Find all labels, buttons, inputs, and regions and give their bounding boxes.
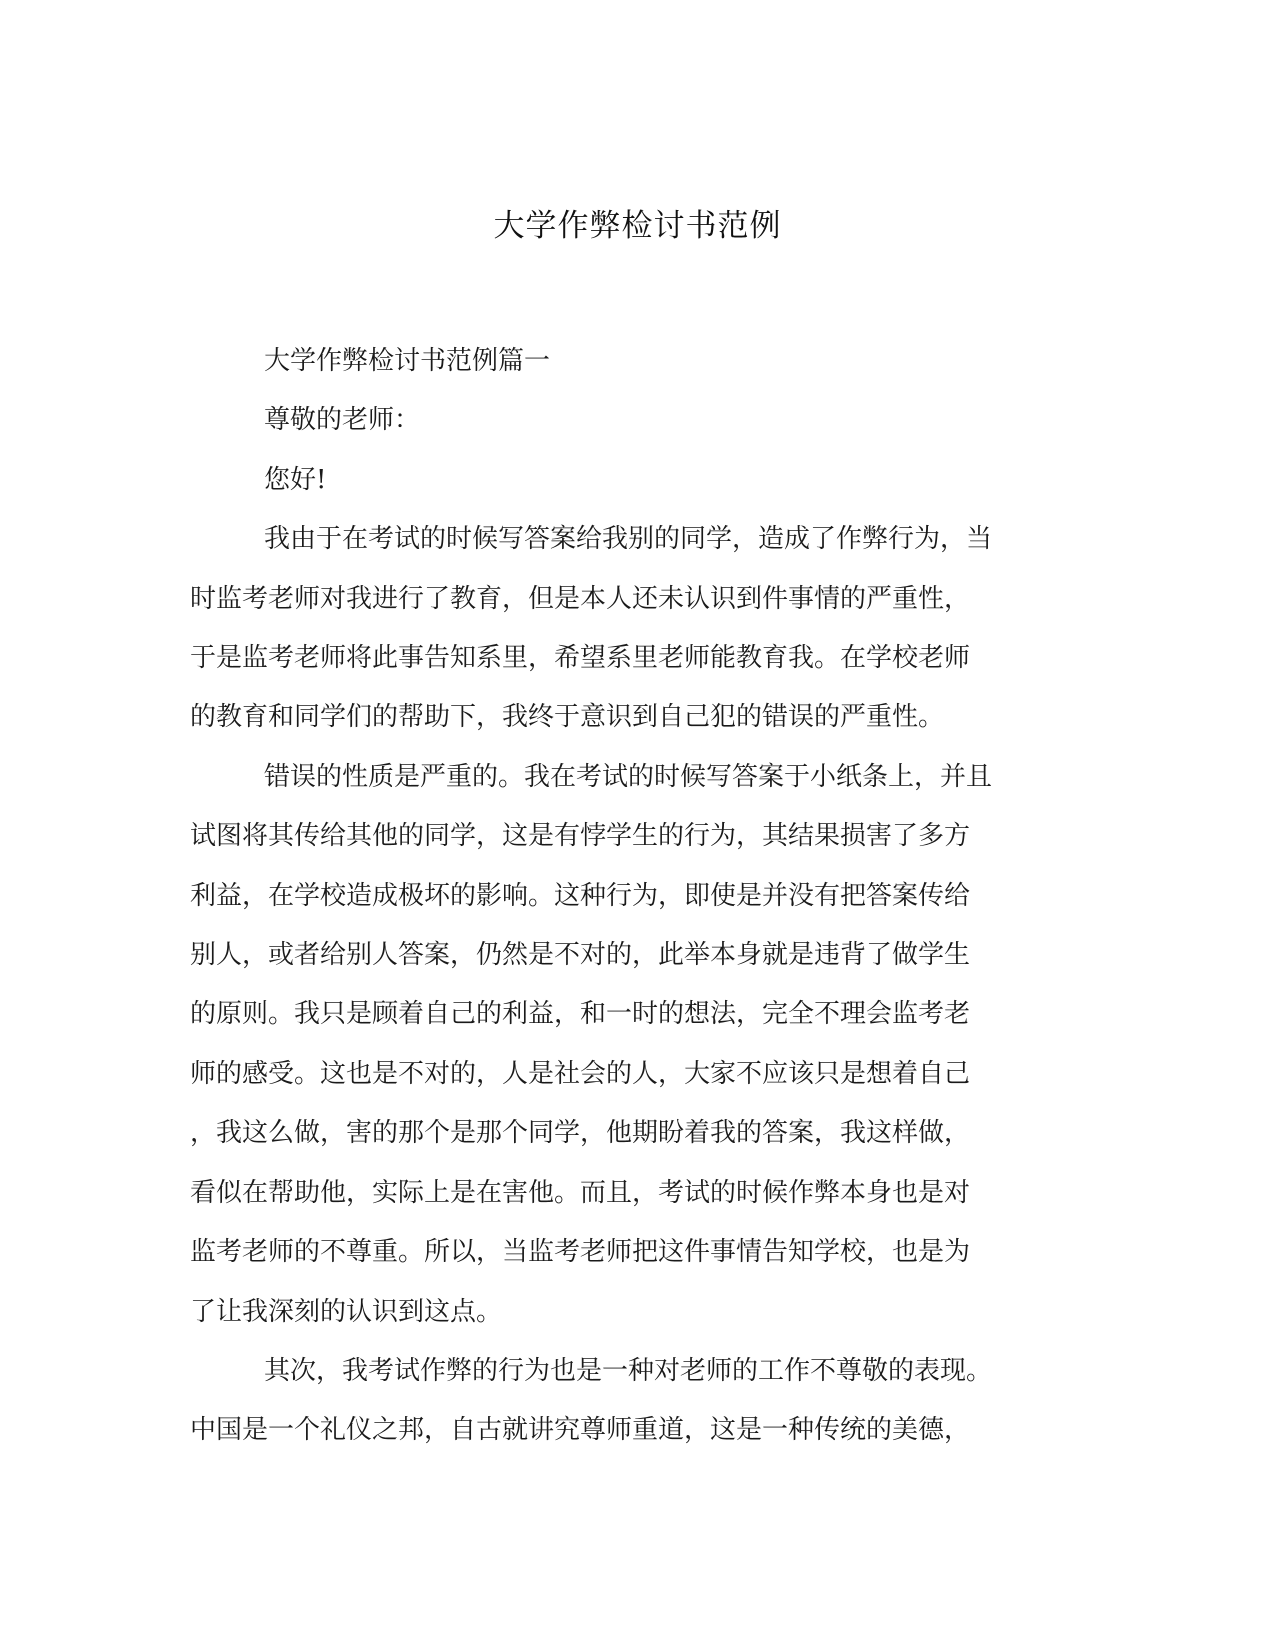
paragraph-line: 别人，或者给别人答案，仍然是不对的，此举本身就是违背了做学生 (190, 940, 971, 971)
paragraph-2 (190, 748, 1076, 1342)
paragraph-line: 监考老师的不尊重。所以，当监考老师把这件事情告知学校，也是为 (190, 1237, 971, 1268)
paragraph-line: 利益，在学校造成极坏的影响。这种行为，即使是并没有把答案传给 (190, 880, 971, 911)
paragraph-line: 我由于在考试的时候写答案给我别的同学，造成了作弊行为，当 (264, 524, 993, 555)
document-title: 大学作弊检讨书范例 (493, 208, 782, 244)
paragraph-3 (190, 1342, 1076, 1461)
paragraph-line: 看似在帮助他，实际上是在害他。而且，考试的时候作弊本身也是对 (190, 1177, 971, 1208)
paragraph-line: 错误的性质是严重的。我在考试的时候写答案于小纸条上，并且 (264, 761, 993, 792)
paragraph-line: 中国是一个礼仪之邦，自古就讲究尊师重道，这是一种传统的美德， (190, 1415, 971, 1446)
section-heading: 大学作弊检讨书范例篇一 (264, 346, 551, 376)
paragraph-line: 时监考老师对我进行了教育，但是本人还未认识到件事情的严重性， (190, 583, 971, 614)
paragraph-line: 了让我深刻的认识到这点。 (190, 1296, 503, 1327)
paragraph-line: ，我这么做，害的那个是那个同学，他期盼着我的答案，我这样做， (190, 1118, 971, 1149)
salutation: 尊敬的老师： (264, 405, 421, 436)
paragraph-line: 试图将其传给其他的同学，这是有悖学生的行为，其结果损害了多方 (190, 821, 971, 852)
greeting: 您好! (264, 464, 327, 495)
paragraph-line: 师的感受。这也是不对的，人是社会的人，大家不应该只是想着自己 (190, 1058, 971, 1089)
paragraph-line: 的原则。我只是顾着自己的利益，和一时的想法，完全不理会监考老 (190, 999, 971, 1030)
paragraph-line: 其次，我考试作弊的行为也是一种对老师的工作不尊敬的表现。 (264, 1355, 993, 1386)
paragraph-1 (190, 510, 1076, 748)
document-body (190, 332, 1076, 1461)
paragraph-line: 的教育和同学们的帮助下，我终于意识到自己犯的错误的严重性。 (190, 702, 945, 733)
paragraph-line: 于是监考老师将此事告知系里，希望系里老师能教育我。在学校老师 (190, 643, 971, 674)
